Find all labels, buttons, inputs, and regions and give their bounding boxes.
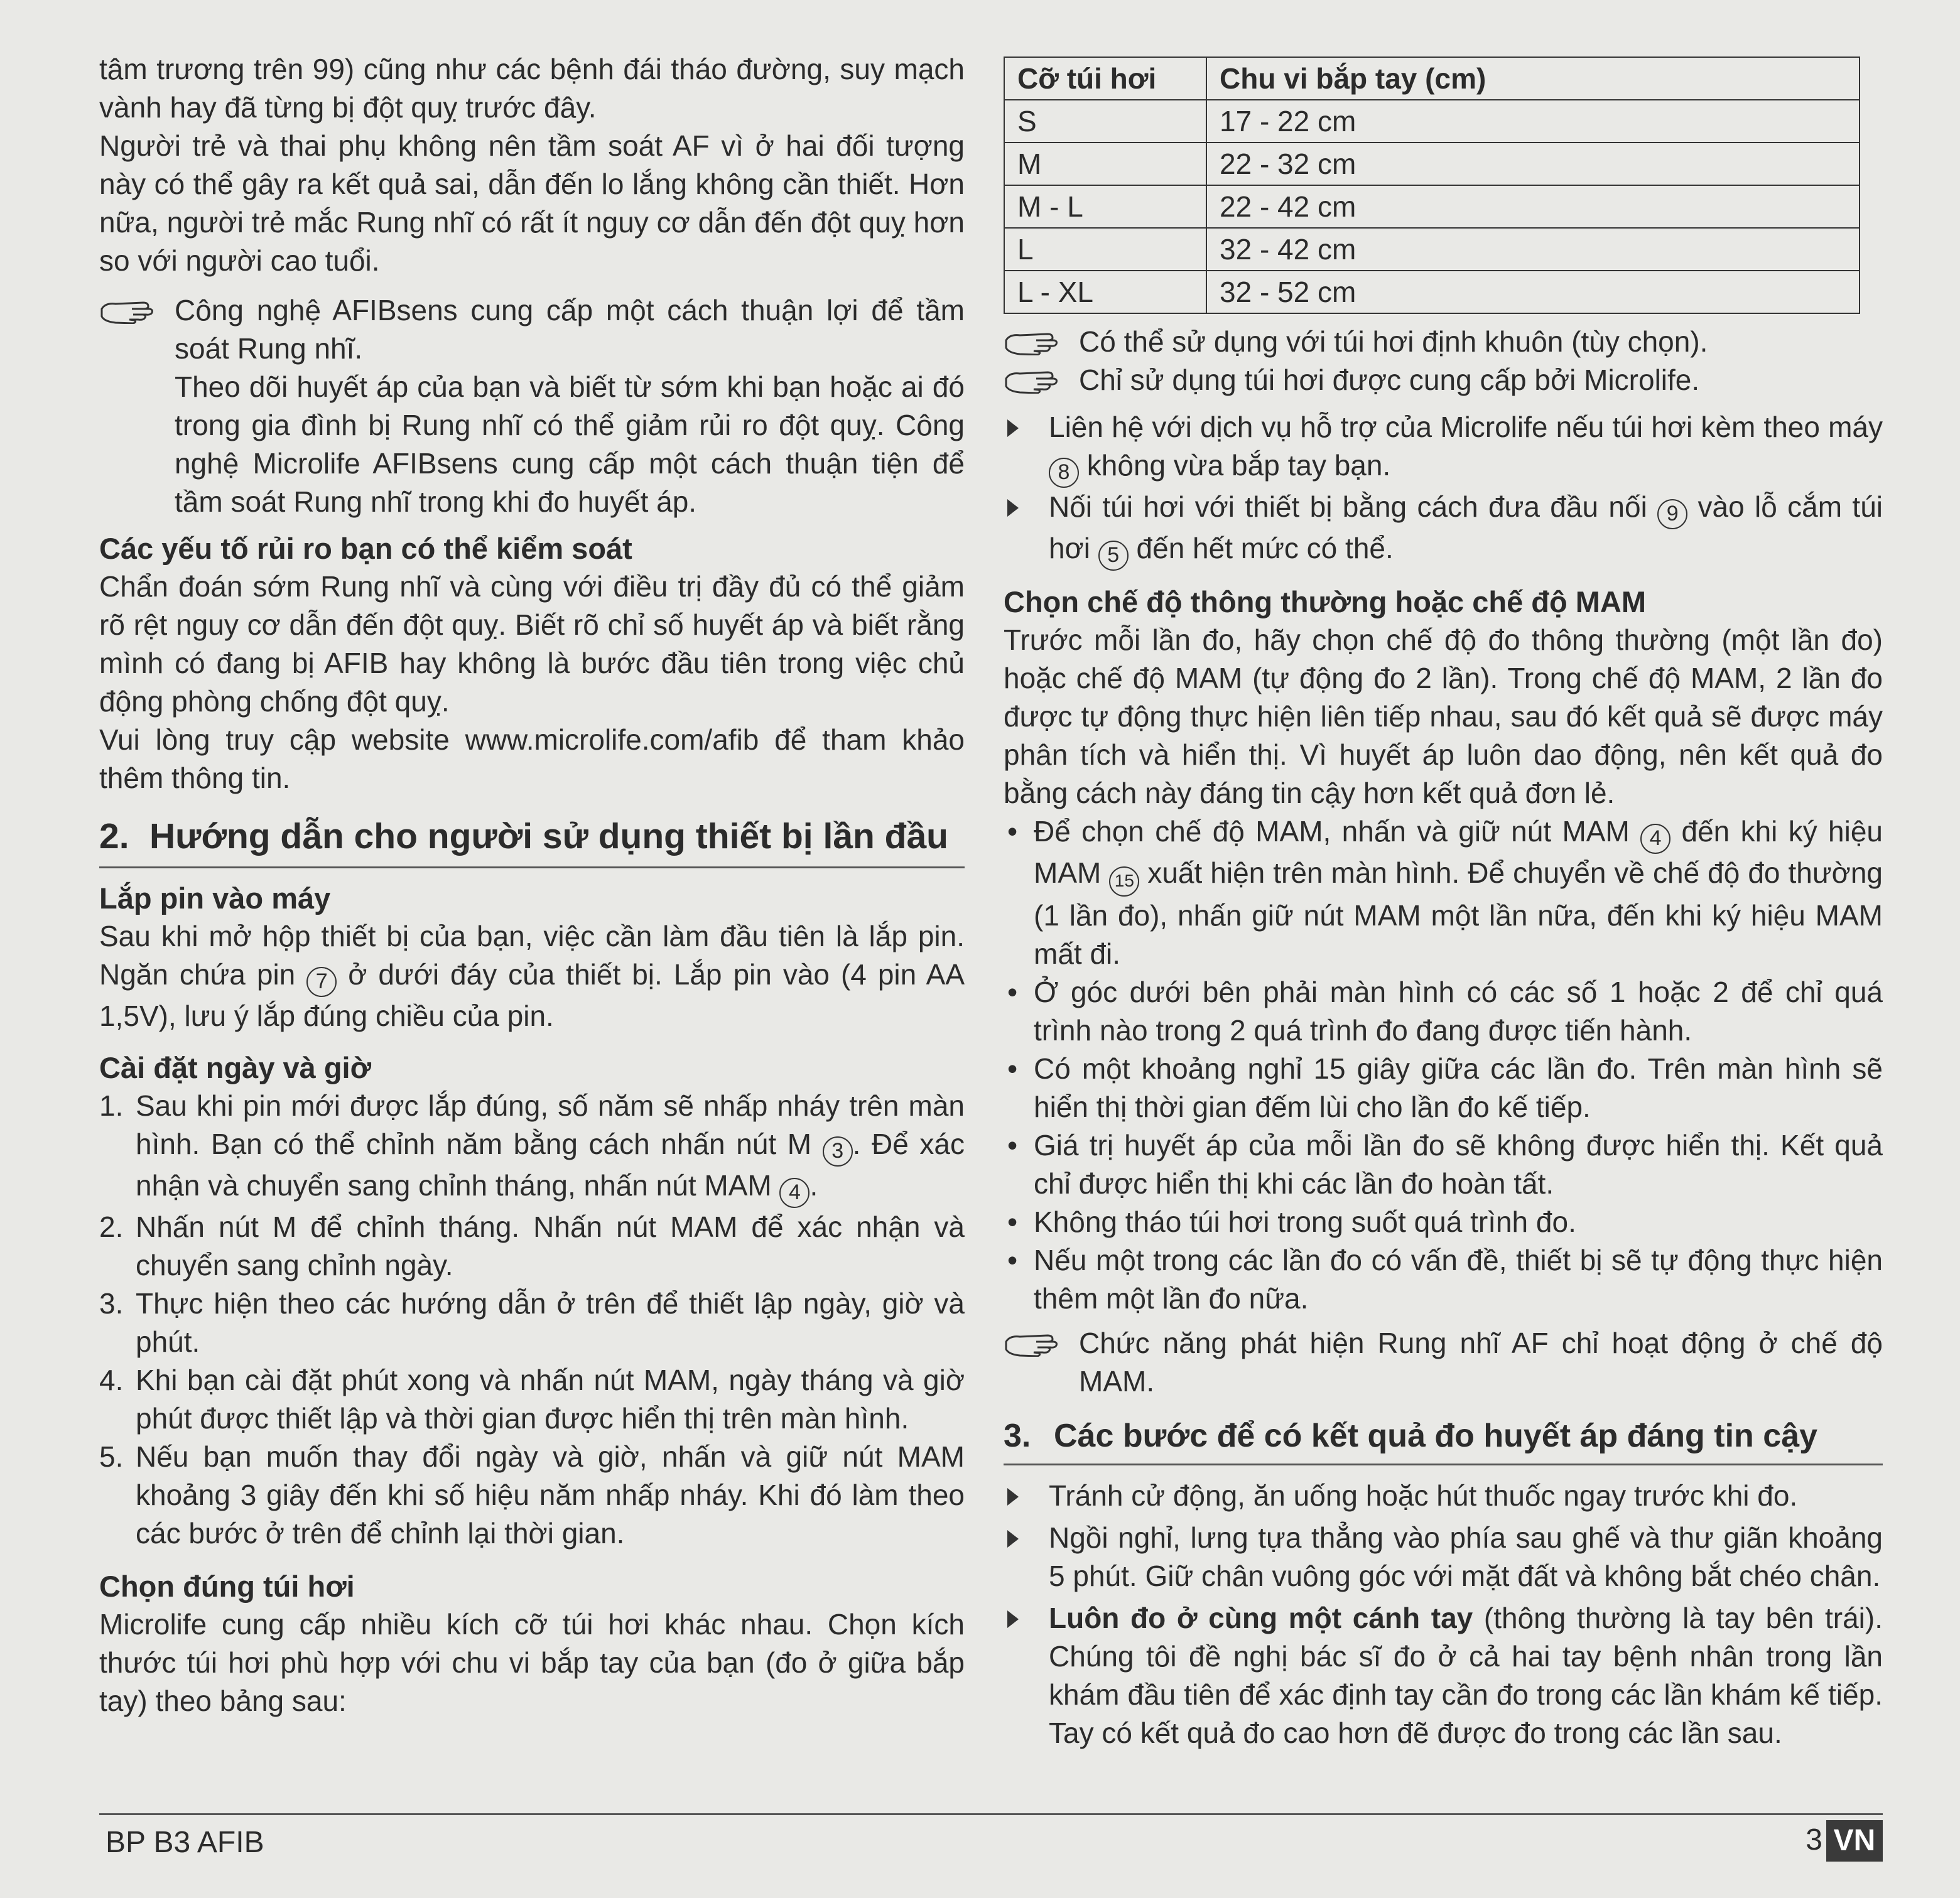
instruction-text-a: Nối túi hơi với thiết bị bằng cách đưa đầu nối xyxy=(1049,490,1647,523)
step-number: 2. xyxy=(99,1211,124,1243)
mam-bullet-2 xyxy=(1004,973,1883,1050)
table-header-size: Cỡ túi hơi xyxy=(1004,57,1206,100)
step-text: Ngồi nghỉ, lưng tựa thẳng vào phía sau ghế và thư giãn khoảng 5 phút. Giữ chân vuông góc với mặt đất và không bắt chéo chân. xyxy=(1049,1521,1883,1592)
arrow-bullet-icon xyxy=(1007,499,1019,517)
circled-number-4: 4 xyxy=(1640,824,1670,854)
intro-paragraph-2: Người trẻ và thai phụ không nên tầm soát AF vì ở hai đối tượng này có thể gây ra kết quả sai, dẫn đến lo lắng không cần thiết. Hơn nữa, người trẻ mắc Rung nhĩ có rất ít nguy cơ dẫn đến đột quỵ hơn so với người cao tuổi. xyxy=(99,129,965,277)
section-2-title: Hướng dẫn cho người sử dụng thiết bị lần đầu xyxy=(149,816,948,856)
arrow-bullet-icon xyxy=(1007,419,1019,437)
table-cell: L - XL xyxy=(1004,271,1206,313)
note-text-b: Theo dõi huyết áp của bạn và biết từ sớm khi bạn hoặc ai đó trong gia đình bị Rung nhĩ có thể giảm rủi ro đột quỵ. Công nghệ Microlife AFIBsens cung cấp một cách thuận tiện để tầm soát Rung nhĩ trong khi đo huyết áp. xyxy=(175,370,965,518)
note-text-a: Công nghệ AFIBsens cung cấp một cách thuận lợi để tầm soát Rung nhĩ. xyxy=(175,294,965,365)
bullet-dot: • xyxy=(1007,976,1018,1008)
step-number: 1. xyxy=(99,1089,124,1122)
table-header-row xyxy=(1004,57,1860,100)
instruction-text-b: không vừa bắp tay bạn. xyxy=(1086,449,1391,482)
page-number: 3 xyxy=(1806,1823,1822,1857)
arrow-bullet-icon xyxy=(1007,1610,1019,1628)
circled-number-5: 5 xyxy=(1098,541,1129,571)
datetime-step-5 xyxy=(99,1438,965,1553)
step-number: 4. xyxy=(99,1364,124,1396)
datetime-step-3 xyxy=(99,1285,965,1361)
bullet-text-c: xuất hiện trên màn hình. Để chuyển về chế độ đo thường (1 lần đo), nhấn giữ nút MAM một lần nữa, đến khi ký hiệu MAM mất đi. xyxy=(1034,856,1883,970)
step-2-text: Nhấn nút M để chỉnh tháng. Nhấn nút MAM để xác nhận và chuyển sang chỉnh ngày. xyxy=(136,1211,965,1281)
bullet-dot: • xyxy=(1007,1205,1018,1238)
model-name: BP B3 AFIB xyxy=(106,1826,264,1859)
step-text-bold: Luôn đo ở cùng một cánh tay xyxy=(1049,1602,1473,1634)
battery-heading: Lắp pin vào máy xyxy=(99,882,331,915)
risk-paragraph-2: Vui lòng truy cập website www.microlife.com/afib để tham khảo thêm thông tin. xyxy=(99,723,965,794)
step-1-text-b: . Để xác nhận và chuyển sang chỉnh tháng, nhấn nút MAM xyxy=(136,1128,965,1202)
battery-text-b: ở dưới đáy của thiết bị. Lắp pin vào (4 pin AA 1,5V), lưu ý lắp đúng chiều của pin. xyxy=(99,958,965,1032)
bullet-dot: • xyxy=(1007,1129,1018,1162)
circled-number-4: 4 xyxy=(779,1178,809,1208)
instruction-text-b: vào lỗ cắm túi hơi xyxy=(1049,490,1883,564)
arrow-bullet-icon xyxy=(1007,1530,1019,1548)
cuff-heading: Chọn đúng túi hơi xyxy=(99,1570,355,1603)
circled-number-3: 3 xyxy=(823,1136,853,1167)
circled-number-8: 8 xyxy=(1049,458,1079,488)
table-row xyxy=(1004,100,1860,143)
datetime-heading: Cài đặt ngày và giờ xyxy=(99,1051,372,1084)
battery-text-a: Sau khi mở hộp thiết bị của bạn, việc cần làm đầu tiên là lắp pin. Ngăn chứa pin xyxy=(99,920,965,991)
step-4-text: Khi bạn cài đặt phút xong và nhấn nút MAM, ngày tháng và giờ phút được thiết lập và thời gian được hiển thị trên màn hình. xyxy=(136,1364,965,1435)
section-2-number: 2. xyxy=(99,816,129,856)
step-3-text: Thực hiện theo các hướng dẫn ở trên để thiết lập ngày, giờ và phút. xyxy=(136,1287,965,1358)
table-row xyxy=(1004,228,1860,271)
table-cell: 32 - 52 cm xyxy=(1206,271,1860,313)
left-column xyxy=(99,50,965,1720)
step-text: (thông thường là tay bên trái). Chúng tôi đề nghị bác sĩ đo ở cả hai tay bệnh nhân trong lần khám đầu tiên để xác định tay cần đo trong các lần khám kế tiếp. Tay có kết quả đo cao hơn đẽ được đo trong các lần sau. xyxy=(1049,1602,1883,1749)
reliable-step-1 xyxy=(1004,1477,1883,1515)
bullet-text-a: Để chọn chế độ MAM, nhấn và giữ nút MAM xyxy=(1034,815,1630,848)
right-column xyxy=(1004,57,1883,1752)
datetime-step-2 xyxy=(99,1208,965,1285)
bullet-text: Giá trị huyết áp của mỗi lần đo sẽ không được hiển thị. Kết quả chỉ được hiển thị khi các lần đo hoàn tất. xyxy=(1034,1129,1883,1200)
language-badge: VN xyxy=(1826,1820,1883,1862)
circled-number-15: 15 xyxy=(1109,866,1139,897)
bullet-dot: • xyxy=(1007,1244,1018,1276)
table-header-circumference: Chu vi bắp tay (cm) xyxy=(1206,57,1860,100)
reliable-step-3 xyxy=(1004,1599,1883,1752)
pointing-hand-icon xyxy=(1004,1328,1060,1357)
cuff-note-b xyxy=(1004,361,1883,399)
step-number: 5. xyxy=(99,1440,124,1473)
bullet-text: Không tháo túi hơi trong suốt quá trình đo. xyxy=(1034,1205,1576,1238)
cuff-paragraph: Microlife cung cấp nhiều kích cỡ túi hơi khác nhau. Chọn kích thước túi hơi phù hợp với chu vi bắp tay của bạn (đo ở giữa bắp tay) theo bảng sau: xyxy=(99,1608,965,1717)
step-text: Tránh cử động, ăn uống hoặc hút thuốc ngay trước khi đo. xyxy=(1049,1479,1798,1512)
mam-bullet-5 xyxy=(1004,1203,1883,1241)
table-cell: 22 - 42 cm xyxy=(1206,185,1860,228)
table-row xyxy=(1004,271,1860,313)
risk-heading: Các yếu tố rủi ro bạn có thể kiểm soát xyxy=(99,532,632,565)
intro-paragraph-1: tâm trương trên 99) cũng như các bệnh đái tháo đường, suy mạch vành hay đã từng bị đột quỵ trước đây. xyxy=(99,53,965,124)
mam-bullet-4 xyxy=(1004,1126,1883,1203)
pointing-hand-icon xyxy=(1004,326,1060,355)
arrow-bullet-icon xyxy=(1007,1488,1019,1506)
risk-paragraph-1: Chẩn đoán sớm Rung nhĩ và cùng với điều trị đầy đủ có thể giảm rõ rệt nguy cơ dẫn đến đột quỵ. Biết rõ chỉ số huyết áp và biết rằng mình có đang bị AFIB hay không là bước đầu tiên trong việc chủ động phòng chống đột quỵ. xyxy=(99,570,965,718)
note-text: Có thể sử dụng với túi hơi định khuôn (tùy chọn). xyxy=(1079,325,1708,358)
step-number: 3. xyxy=(99,1287,124,1320)
step-5-text: Nếu bạn muốn thay đổi ngày và giờ, nhấn và giữ nút MAM khoảng 3 giây đến khi số hiệu năm nhấp nháy. Khi đó làm theo các bước ở trên để chỉnh lại thời gian. xyxy=(136,1440,965,1550)
pointing-hand-icon xyxy=(99,295,156,324)
bullet-text: Có một khoảng nghỉ 15 giây giữa các lần đo. Trên màn hình sẽ hiển thị thời gian đếm lùi cho lần đo kế tiếp. xyxy=(1034,1052,1883,1123)
datetime-step-4 xyxy=(99,1361,965,1438)
note-text: Chức năng phát hiện Rung nhĩ AF chỉ hoạt động ở chế độ MAM. xyxy=(1079,1327,1883,1398)
table-cell: 17 - 22 cm xyxy=(1206,100,1860,143)
step-1-text-a: Sau khi pin mới được lắp đúng, số năm sẽ nhấp nháy trên màn hình. Bạn có thể chỉnh năm bằng cách nhấn nút M xyxy=(136,1089,965,1160)
cuff-instruction-2 xyxy=(1004,488,1883,571)
instruction-text-a: Liên hệ với dịch vụ hỗ trợ của Microlife nếu túi hơi kèm theo máy xyxy=(1049,411,1883,443)
table-cell: M xyxy=(1004,143,1206,185)
mam-heading: Chọn chế độ thông thường hoặc chế độ MAM xyxy=(1004,585,1647,618)
instruction-text-c: đến hết mức có thể. xyxy=(1136,532,1394,564)
bullet-text: Ở góc dưới bên phải màn hình có các số 1 hoặc 2 để chỉ quá trình nào trong 2 quá trình đo đang được tiến hành. xyxy=(1034,976,1883,1047)
page-footer xyxy=(99,1813,1883,1859)
section-3-heading xyxy=(1004,1413,1883,1465)
mam-bullet-6 xyxy=(1004,1241,1883,1318)
table-cell: 22 - 32 cm xyxy=(1206,143,1860,185)
section-3-number: 3. xyxy=(1004,1418,1031,1454)
cuff-size-table xyxy=(1004,57,1860,314)
section-2-heading xyxy=(99,814,965,868)
datetime-step-1 xyxy=(99,1087,965,1208)
bullet-dot: • xyxy=(1007,1052,1018,1085)
reliable-step-2 xyxy=(1004,1519,1883,1595)
afibsens-note xyxy=(99,291,965,521)
bullet-text-b: đến khi ký hiệu MAM xyxy=(1034,815,1883,889)
step-1-text-c: . xyxy=(809,1169,818,1202)
table-cell: 32 - 42 cm xyxy=(1206,228,1860,271)
table-cell: S xyxy=(1004,100,1206,143)
circled-number-7: 7 xyxy=(306,967,337,997)
cuff-instruction-1 xyxy=(1004,408,1883,488)
pointing-hand-icon xyxy=(1004,365,1060,394)
datetime-steps xyxy=(99,1087,965,1553)
bullet-text: Nếu một trong các lần đo có vấn đề, thiết bị sẽ tự động thực hiện thêm một lần đo nữa. xyxy=(1034,1244,1883,1315)
table-cell: L xyxy=(1004,228,1206,271)
circled-number-9: 9 xyxy=(1657,499,1687,529)
mam-bullet-1 xyxy=(1004,812,1883,973)
table-row xyxy=(1004,143,1860,185)
afib-mam-note xyxy=(1004,1324,1883,1401)
cuff-note-a xyxy=(1004,323,1883,361)
mam-paragraph: Trước mỗi lần đo, hãy chọn chế độ đo thông thường (một lần đo) hoặc chế độ MAM (tự động đo 2 lần). Trong chế độ MAM, 2 lần đo được tự động thực hiện liên tiếp nhau, sau đó kết quả sẽ được máy phân tích và hiển thị. Vì huyết áp luôn dao động, nên kết quả đo bằng cách này đáng tin cậy hơn kết quả đơn lẻ. xyxy=(1004,623,1883,809)
mam-bullet-3 xyxy=(1004,1050,1883,1126)
section-3-title: Các bước để có kết quả đo huyết áp đáng tin cậy xyxy=(1054,1418,1817,1454)
table-row xyxy=(1004,185,1860,228)
table-cell: M - L xyxy=(1004,185,1206,228)
bullet-dot: • xyxy=(1007,815,1018,848)
battery-paragraph xyxy=(99,917,965,1035)
note-text: Chỉ sử dụng túi hơi được cung cấp bởi Microlife. xyxy=(1079,364,1700,396)
